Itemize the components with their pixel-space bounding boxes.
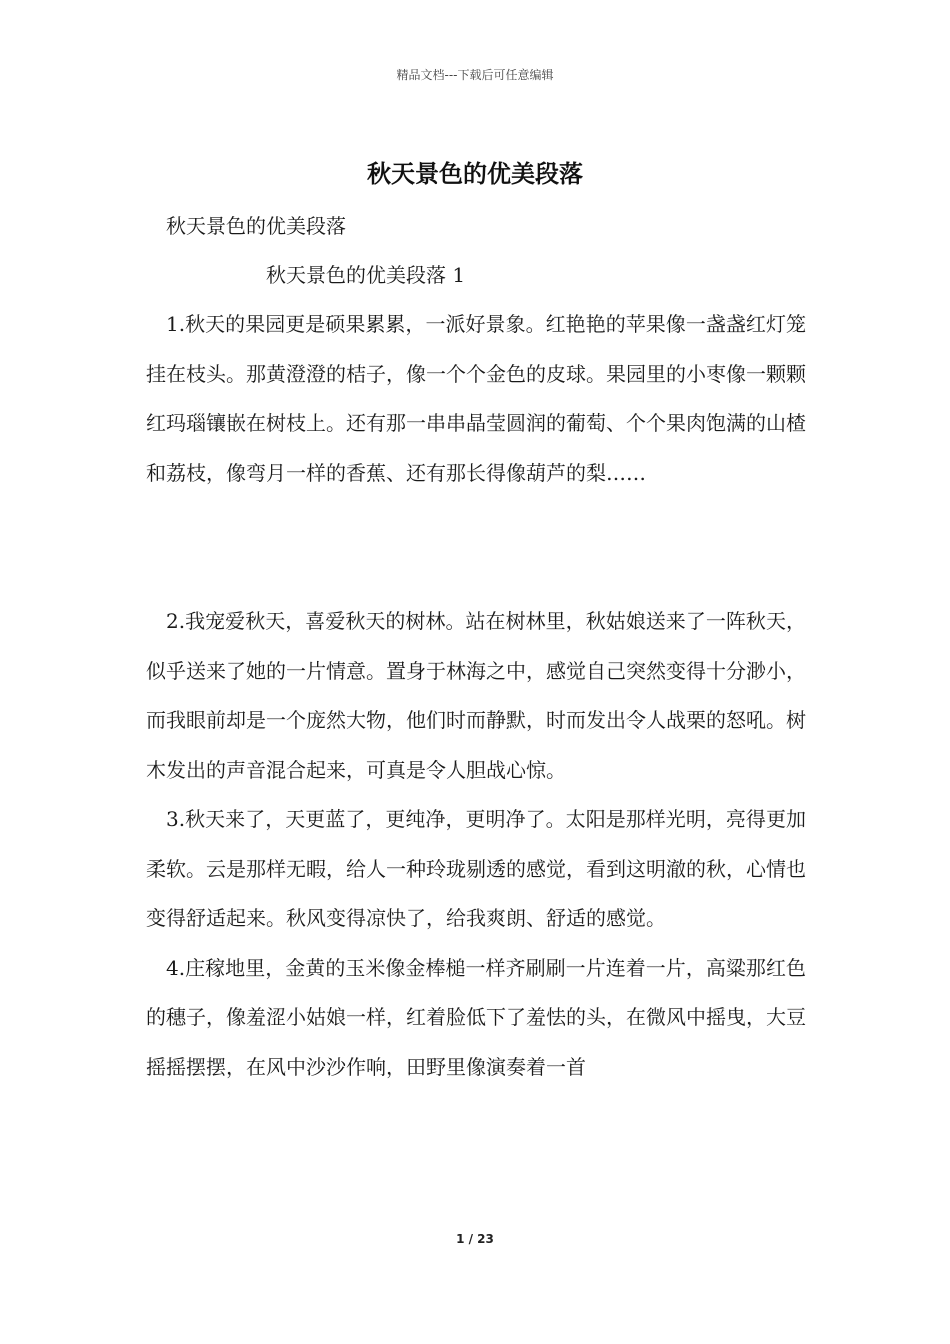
document-subtitle: 秋天景色的优美段落 <box>166 214 346 238</box>
document-title: 秋天景色的优美段落 <box>367 160 583 188</box>
section-heading: 秋天景色的优美段落 1 <box>266 263 466 287</box>
paragraph-4: 4.庄稼地里，金黄的玉米像金棒槌一样齐刷刷一片连着一片，高粱那红色的穗子，像羞涩小姑娘一样，红着脸低下了羞怯的头，在微风中摇曳，大豆摇摇摆摆，在风中沙沙作响，田野里像演奏着一首 <box>146 955 806 1079</box>
paragraph-1: 1.秋天的果园更是硕果累累，一派好景象。红艳艳的苹果像一盏盏红灯笼挂在枝头。那黄澄澄的桔子，像一个个金色的皮球。果园里的小枣像一颗颗红玛瑙镶嵌在树枝上。还有那一串串晶莹圆润的葡萄、个个果肉饱满的山楂和荔枝，像弯月一样的香蕉、还有那长得像葫芦的梨…… <box>146 312 806 485</box>
page-number: 1 / 23 <box>456 1232 494 1246</box>
paragraph-gap <box>146 498 806 597</box>
paragraph-3: 3.秋天来了，天更蓝了，更纯净，更明净了。太阳是那样光明，亮得更加柔软。云是那样无暇，给人一种玲珑剔透的感觉，看到这明澈的秋，心情也变得舒适起来。秋风变得凉快了，给我爽朗、舒适的感觉。 <box>146 807 806 930</box>
body-text-block-1 <box>146 300 806 1092</box>
header-note: 精品文档---下载后可任意编辑 <box>396 68 554 82</box>
paragraph-2: 2.我宠爱秋天，喜爱秋天的树林。站在树林里，秋姑娘送来了一阵秋天，似乎送来了她的一片情意。置身于林海之中，感觉自己突然变得十分渺小，而我眼前却是一个庞然大物，他们时而静默，时而发出令人战栗的怒吼。树木发出的声音混合起来，可真是令人胆战心惊。 <box>146 609 806 782</box>
